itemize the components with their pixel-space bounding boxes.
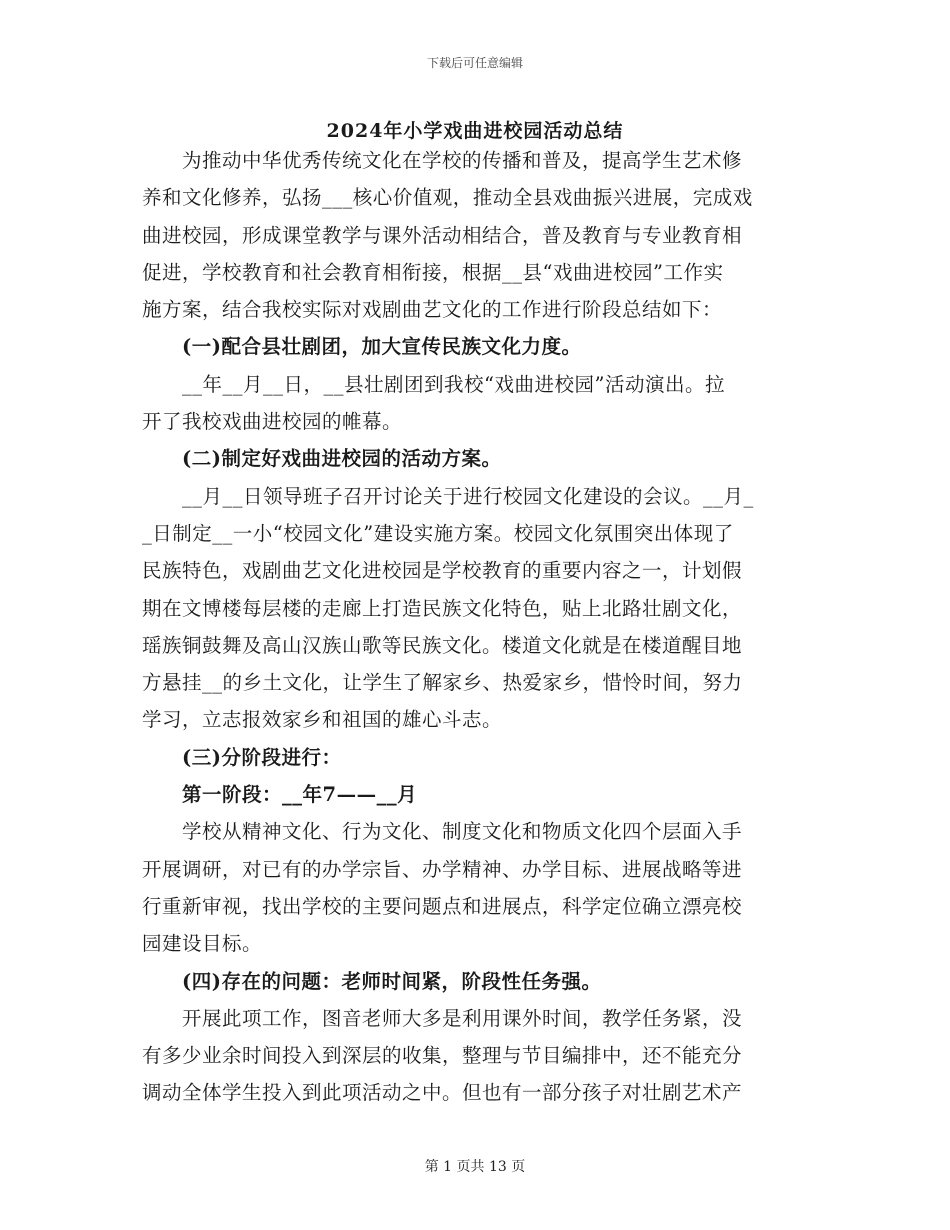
body-text-line: 园建设目标。: [142, 932, 263, 956]
body-text-line: 学习，立志报效家乡和祖国的雄心斗志。: [142, 708, 503, 732]
body-text-line: 瑶族铜鼓舞及高山汉族山歌等民族文化。楼道文化就是在楼道醒目地: [142, 633, 743, 657]
body-text-line: 民族特色，戏剧曲艺文化进校园是学校教育的重要内容之一，计划假: [142, 559, 743, 583]
body-text-line: 开展调研，对已有的办学宗旨、办学精神、办学目标、进展战略等进: [142, 857, 743, 881]
body-text-line: 养和文化修养，弘扬___核心价值观，推动全县戏曲振兴进展，完成戏: [142, 186, 753, 210]
body-text-line: 有多少业余时间投入到深层的收集，整理与节目编排中，还不能充分: [142, 1044, 743, 1068]
body-text-line: 方悬挂__的乡土文化，让学生了解家乡、热爱家乡，惜怜时间，努力: [142, 671, 743, 695]
page-header: 下载后可任意编辑: [426, 56, 523, 70]
section-heading-line: (一)配合县壮剧团，加大宣传民族文化力度。: [182, 335, 582, 359]
body-text-line: 为推动中华优秀传统文化在学校的传播和普及，提高学生艺术修: [182, 149, 743, 172]
section-heading-line: (三)分阶段进行：: [182, 745, 342, 769]
section-heading-line: (四)存在的问题：老师时间紧，阶段性任务强。: [182, 969, 602, 993]
body-text-line: 开了我校戏曲进校园的帷幕。: [142, 410, 403, 434]
section-heading-line: 第一阶段：__年7——__月: [182, 783, 418, 807]
body-text-line: 曲进校园，形成课堂教学与课外活动相结合，普及教育与专业教育相: [142, 223, 743, 247]
body-text-line: 行重新审视，找出学校的主要问题点和进展点，科学定位确立漂亮校: [142, 894, 743, 918]
body-text-line: __月__日领导班子召开讨论关于进行校园文化建设的会议。__月_: [182, 484, 754, 508]
body-text-line: 调动全体学生投入到此项活动之中。但也有一部分孩子对壮剧艺术产: [142, 1081, 743, 1105]
document-body: [142, 142, 808, 1112]
body-text-line: 施方案，结合我校实际对戏剧曲艺文化的工作进行阶段总结如下：: [142, 298, 723, 322]
body-text-line: 促进，学校教育和社会教育相衔接，根据__县“戏曲进校园”工作实: [142, 260, 724, 284]
body-text-line: 学校从精神文化、行为文化、制度文化和物质文化四个层面入手: [182, 820, 743, 844]
body-text-line: _日制定__一小“校园文化”建设实施方案。校园文化氛围突出体现了: [142, 521, 734, 545]
body-text-line: 期在文博楼每层楼的走廊上打造民族文化特色，贴上北路壮剧文化，: [142, 596, 743, 620]
body-text-line: __年__月__日，__县壮剧团到我校“戏曲进校园”活动演出。拉: [182, 372, 725, 396]
page-footer: 第 1 页共 13 页: [424, 1159, 526, 1175]
document-title: 2024年小学戏曲进校园活动总结: [326, 120, 624, 142]
body-text-line: 开展此项工作，图音老师大多是利用课外时间，教学任务紧，没: [182, 1006, 743, 1030]
section-heading-line: (二)制定好戏曲进校园的活动方案。: [182, 447, 502, 471]
